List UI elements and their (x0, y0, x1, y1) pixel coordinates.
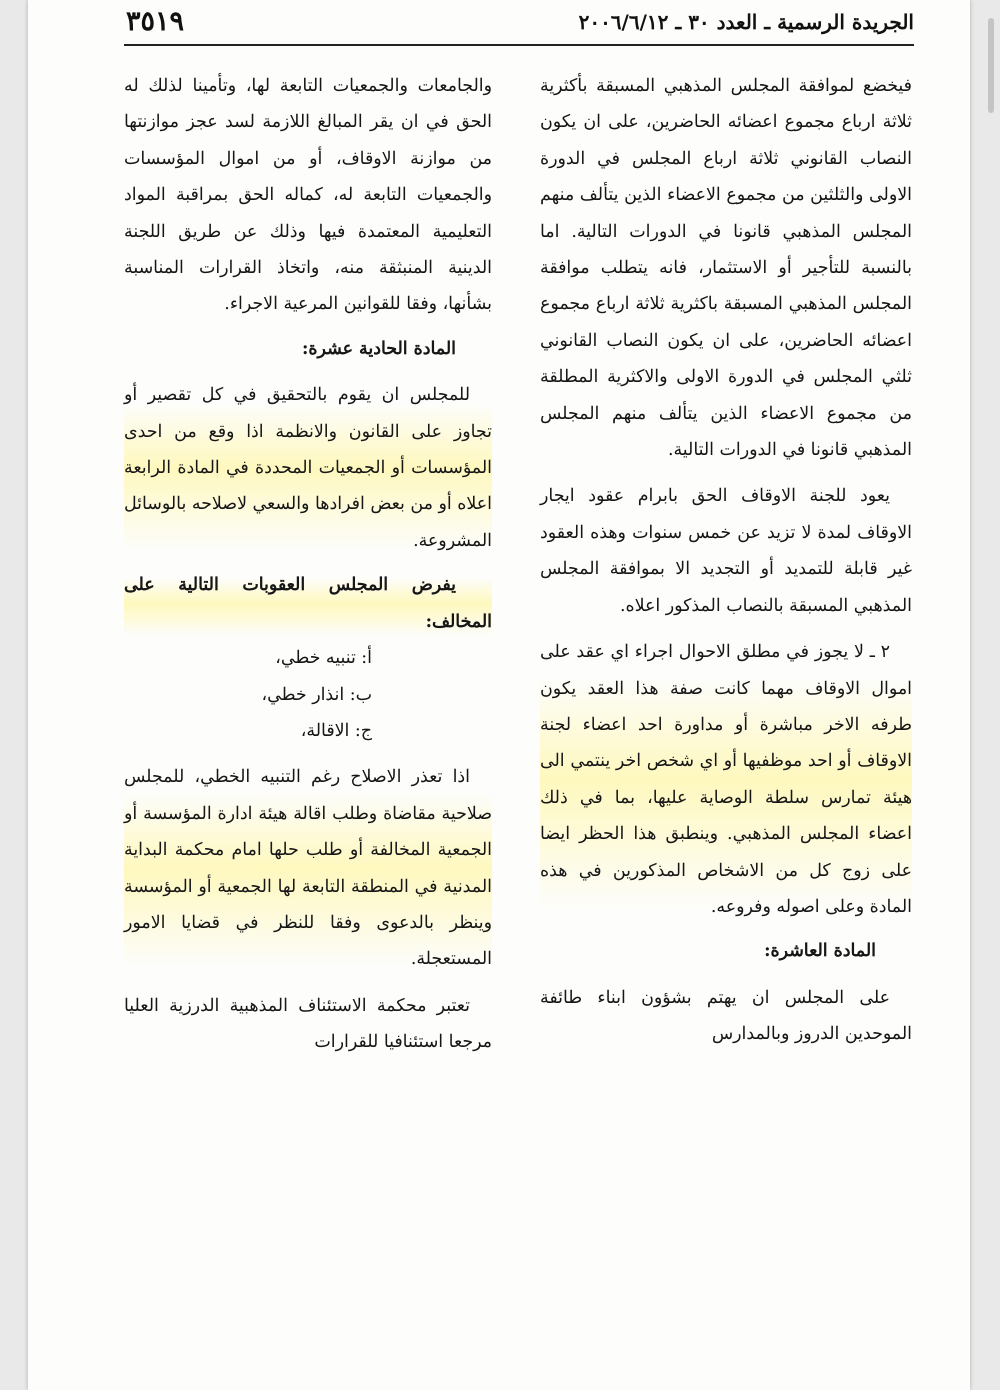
paragraph-penalties-intro: يفرض المجلس العقوبات التالية على المخالف: (124, 567, 492, 640)
paragraph-dissolution: اذا تعذر الاصلاح رغم التنبيه الخطي، للمجلس صلاحية مقاضاة وطلب اقالة هيئة ادارة المؤسسة أو الجمعية المخالفة أو طلب حلها امام محكمة البداية المدنية في المنطقة التابعة لها الجمعية أو المؤسسة وينظر بالدعوى وفقا للنظر في قضايا الامور المستعجلة. (124, 759, 492, 977)
document-page (28, 0, 970, 1390)
heading-article-11: المادة الحادية عشرة: (301, 338, 456, 359)
paragraph-article10: على المجلس ان يهتم بشؤون ابناء طائفة الموحدين الدروز وبالمدارس (540, 987, 912, 1045)
penalty-item-b: ب: انذار خطي، (261, 684, 372, 705)
right-column (540, 68, 912, 1053)
paragraph-conflict-of-interest: ٢ ـ لا يجوز في مطلق الاحوال اجراء اي عقد على اموال الاوقاف مهما كانت صفة هذا العقد يكون طرفه الاخر مباشرة أو مداورة احد اعضاء لجنة الاوقاف أو احد موظفيها أو اي شخص اخر ينتمي الى هيئة تمارس سلطة الوصاية عليها، بما في ذلك اعضاء المجلس المذهبي. وينطبق هذا الحظر ايضا على زوج كل من الاشخاص المذكورين في هذه المادة وعلى اصوله وفروعه. (540, 634, 912, 925)
paragraph-article9-quorum: فيخضع لموافقة المجلس المذهبي المسبقة بأكثرية ثلاثة ارباع مجموع اعضائه الحاضرين، على ان يكون النصاب القانوني ثلاثة ارباع المجلس في الدورة الاولى والثلثين من مجموع الاعضاء الذين يتألف منهم المجلس المذهبي قانونا في الدورات التالية. اما بالنسبة للتأجير أو الاستثمار، فانه يتطلب موافقة المجلس المذهبي المسبقة باكثرية ثلاثة ارباع مجموع اعضائه الحاضرين، على ان يكون النصاب القانوني ثلثي المجلس في الدورة الاولى والاكثرية المطلقة من مجموع الاعضاء الذين يتألف منهم المجلس المذهبي قانونا في الدورات التالية. (540, 76, 912, 461)
page-number: ٣٥١٩ (126, 6, 185, 37)
page-header (124, 6, 914, 46)
heading-article-10: المادة العاشرة: (764, 941, 876, 962)
scrollbar-thumb[interactable] (988, 18, 994, 113)
penalty-item-a: أ: تنبيه خطي، (275, 648, 372, 669)
paragraph-appeal-court: تعتبر محكمة الاستئناف المذهبية الدرزية العليا مرجعا استئنافيا للقرارات (124, 995, 492, 1053)
gazette-title: الجريدة الرسمية ـ العدد ٣٠ ـ ٢٠٠٦/٦/١٢ (578, 10, 914, 34)
paragraph-universities: والجامعات والجمعيات التابعة لها، وتأمينا لذلك له الحق في ان يقر المبالغ اللازمة لسد عجز موازنتها من موازنة الاوقاف، أو من اموال المؤسسات والجمعيات التابعة له، كماله الحق بمراقبة المواد التعليمية المعتمدة فيها وذلك عن طريق اللجنة الدينية المنبثقة منه، واتخاذ القرارات المناسبة بشأنها، وفقا للقوانين المرعية الاجراء. (124, 76, 492, 315)
scrollbar[interactable] (984, 18, 994, 1378)
paragraph-leases: يعود للجنة الاوقاف الحق بابرام عقود ايجار الاوقاف لمدة لا تزيد عن خمس سنوات وهذه العقود غير قابلة للتمديد أو التجديد الا بموافقة المجلس المذهبي المسبقة بالنصاب المذكور اعلاه. (540, 486, 912, 616)
penalty-item-c: ج: الاقالة، (300, 720, 372, 741)
paragraph-investigation: للمجلس ان يقوم بالتحقيق في كل تقصير أو تجاوز على القانون والانظمة اذا وقع من احدى المؤسسات أو الجمعيات المحددة في المادة الرابعة اعلاه أو من بعض افرادها والسعي لاصلاحه بالوسائل المشروعة. (124, 377, 492, 559)
left-column (124, 68, 492, 1061)
